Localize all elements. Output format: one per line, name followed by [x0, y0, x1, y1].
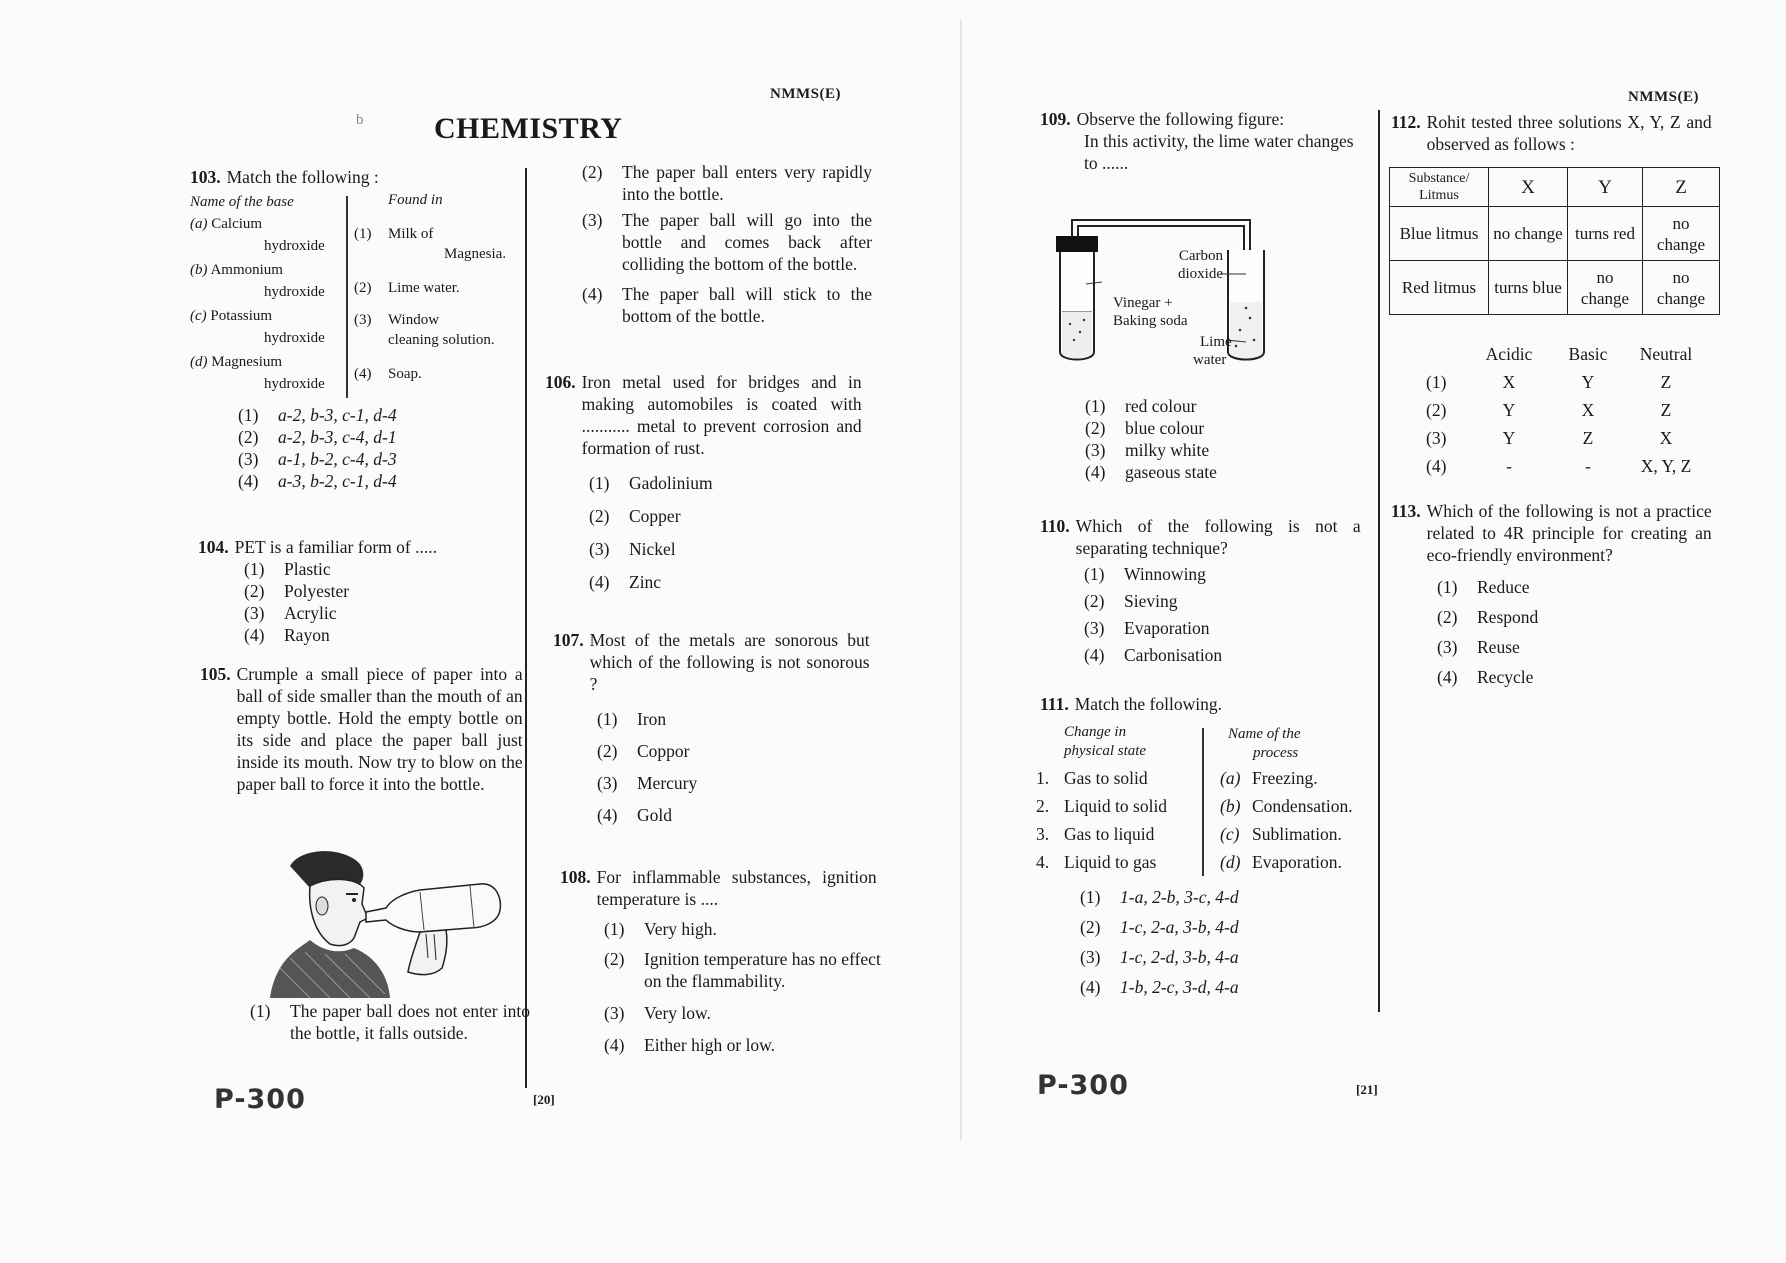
q110-stem: Which of the following is not a separating technique? [1075, 516, 1361, 558]
book-spine [960, 20, 962, 1140]
litmus-cell: no change [1643, 207, 1720, 261]
q104-option-3[interactable]: (3) Acrylic [244, 603, 337, 623]
q112-answer-headers [1426, 340, 1706, 368]
q103-name-d2: hydroxide [264, 376, 325, 392]
q103-val-3: Window [388, 312, 440, 328]
q107-option-3[interactable]: (3) Mercury [597, 773, 698, 793]
left-footer-code: P-300 [214, 1084, 306, 1115]
q103-option-4[interactable]: (4) a-3, b-2, c-1, d-4 [238, 471, 397, 491]
q105-options-b [582, 161, 872, 327]
q103-num-2: (2) [354, 280, 372, 296]
q109-label-vinegar: Vinegar + [1113, 295, 1173, 311]
q110-option-3[interactable]: (3) Evaporation [1084, 618, 1210, 638]
q109-label-water: water [1193, 352, 1227, 368]
litmus-cell: turns red [1568, 207, 1643, 261]
question-109 [1040, 108, 1375, 174]
q107-stem: Most of the metals are sonorous but which of the following is not sonorous ? [589, 630, 870, 694]
q113-option-1[interactable]: (1) Reduce [1437, 577, 1530, 597]
q110-option-4[interactable]: (4) Carbonisation [1084, 645, 1223, 665]
boy-blowing-bottle-figure [270, 848, 510, 998]
q111-match-rows [1036, 764, 1376, 876]
q107-number: 107. [553, 630, 584, 650]
q112-stem: Rohit tested three solutions X, Y, Z and observed as follows : [1426, 112, 1712, 154]
q109-label-baking-soda: Baking soda [1113, 313, 1188, 329]
q113-number: 113. [1391, 501, 1421, 521]
litmus-cell: no change [1489, 207, 1568, 261]
litmus-cell: turns blue [1489, 261, 1568, 315]
q105-stem: Crumple a small piece of paper into a ball of side smaller than the mouth of an empty bottle. Hold the empty bottle on its side and place the paper ball just inside its mouth. Now try to blow on the paper ball to force it into the bottle. [236, 664, 523, 794]
q111-col2-header-a: Name of the [1228, 726, 1301, 742]
q106-number: 106. [545, 372, 576, 392]
q112-header-neutral: Neutral [1639, 344, 1693, 364]
q104-option-4[interactable]: (4) Rayon [244, 625, 330, 645]
q109-label-dioxide: dioxide [1178, 266, 1223, 282]
q106-options [589, 467, 870, 599]
q103-match-table [190, 192, 520, 404]
q110-options [1084, 561, 1370, 669]
q110-option-1[interactable]: (1) Winnowing [1084, 564, 1206, 584]
q111-row-1: 1. Gas to solid (a) Freezing. [1036, 768, 1318, 788]
q105-option-4[interactable]: (4) The paper ball will stick to the bottom of the bottle. [582, 284, 872, 326]
q106-option-1[interactable]: (1) Gadolinium [589, 473, 713, 493]
q103-name-c: Potassium [210, 308, 273, 324]
q108-number: 108. [560, 867, 591, 887]
q103-name-c2: hydroxide [264, 330, 325, 346]
q111-option-1[interactable]: (1) 1-a, 2-b, 3-c, 4-d [1080, 887, 1239, 907]
right-header-code: NMMS(E) [1628, 89, 1699, 105]
q111-col1-header-b: physical state [1064, 743, 1147, 759]
q103-key-c: (c) [190, 308, 207, 324]
q108-stem: For inflammable substances, ignition temperature is .... [596, 867, 877, 909]
question-104 [198, 536, 518, 646]
q105-options-a [250, 1000, 535, 1044]
q113-option-4[interactable]: (4) Recycle [1437, 667, 1534, 687]
q104-option-2[interactable]: (2) Polyester [244, 581, 350, 601]
q103-num-3: (3) [354, 312, 372, 328]
question-113 [1391, 500, 1721, 692]
q103-num-1: (1) [354, 226, 372, 242]
q112-option-1[interactable]: (1) X Y Z [1426, 372, 1672, 392]
q110-option-2[interactable]: (2) Sieving [1084, 591, 1178, 611]
q111-row-2: 2. Liquid to solid (b) Condensation. [1036, 796, 1353, 816]
q103-num-4: (4) [354, 366, 372, 382]
q107-option-2[interactable]: (2) Coppor [597, 741, 690, 761]
q103-key-b: (b) [190, 262, 208, 278]
q109-options [1085, 395, 1345, 483]
right-footer-code: P-300 [1037, 1070, 1129, 1101]
q103-col2-header: Found in [388, 192, 443, 208]
question-107 [553, 629, 878, 831]
litmus-cell: no change [1643, 261, 1720, 315]
q109-label-lime: Lime [1200, 334, 1232, 350]
q111-option-4[interactable]: (4) 1-b, 2-c, 3-d, 4-a [1080, 977, 1239, 997]
litmus-row-red: Red litmus [1390, 261, 1489, 315]
q111-option-3[interactable]: (3) 1-c, 2-d, 3-b, 4-a [1080, 947, 1239, 967]
question-103 [190, 166, 520, 492]
q111-row-4: 4. Liquid to gas (d) Evaporation. [1036, 852, 1342, 872]
q109-option-2[interactable]: (2) blue colour [1085, 418, 1205, 438]
q108-option-2[interactable]: (2) Ignition temperature has no effect on the flammability. [604, 949, 881, 991]
q111-options [1080, 882, 1340, 1002]
litmus-row-blue: Blue litmus [1390, 207, 1489, 261]
q104-options [244, 558, 518, 646]
litmus-table [1389, 167, 1720, 315]
lime-water-apparatus-figure [1050, 212, 1310, 372]
left-page-number: [20] [533, 1092, 555, 1107]
q109-number: 109. [1040, 109, 1071, 129]
q108-option-4[interactable]: (4) Either high or low. [604, 1035, 776, 1055]
litmus-cell: no change [1568, 261, 1643, 315]
q109-option-1[interactable]: (1) red colour [1085, 396, 1197, 416]
q111-option-2[interactable]: (2) 1-c, 2-a, 3-b, 4-d [1080, 917, 1239, 937]
q103-stem: Match the following : [226, 167, 379, 187]
q113-option-3[interactable]: (3) Reuse [1437, 637, 1520, 657]
q111-col2-header-b: process [1253, 745, 1299, 761]
q103-option-3[interactable]: (3) a-1, b-2, c-4, d-3 [238, 449, 397, 469]
q103-number: 103. [190, 167, 221, 187]
litmus-table-corner: Substance/ Litmus [1390, 168, 1489, 207]
q113-stem: Which of the following is not a practice related to 4R principle for creating an eco-friendly environment? [1426, 501, 1712, 565]
q103-key-a: (a) [190, 216, 208, 232]
q106-option-4[interactable]: (4) Zinc [589, 572, 662, 592]
stray-mark: b [356, 112, 364, 128]
question-108 [560, 866, 885, 1056]
right-page-number: [21] [1356, 1082, 1378, 1097]
litmus-col-z: Z [1643, 168, 1720, 207]
q107-option-4[interactable]: (4) Gold [597, 805, 672, 825]
q112-header-basic: Basic [1568, 344, 1608, 364]
q111-col1-header-a: Change in [1064, 724, 1127, 740]
q103-name-b2: hydroxide [264, 284, 325, 300]
litmus-col-y: Y [1568, 168, 1643, 207]
q106-option-3[interactable]: (3) Nickel [589, 539, 676, 559]
q105-number: 105. [200, 664, 231, 684]
q109-label-carbon: Carbon [1178, 248, 1223, 264]
q104-stem: PET is a familiar form of ..... [234, 537, 437, 557]
q103-val-1: Milk of [388, 226, 434, 242]
litmus-col-x: X [1489, 168, 1568, 207]
q103-option-2[interactable]: (2) a-2, b-3, c-4, d-1 [238, 427, 397, 447]
q104-option-1[interactable]: (1) Plastic [244, 559, 331, 579]
question-112 [1391, 111, 1721, 155]
q109-option-3[interactable]: (3) milky white [1085, 440, 1210, 460]
q103-name-b: Ammonium [210, 262, 283, 278]
q103-options [238, 404, 520, 492]
question-106 [545, 371, 870, 599]
q105-option-1[interactable]: (1) The paper ball does not enter into the bottle, it falls outside. [250, 1001, 530, 1043]
q103-name-a: Calcium [211, 216, 263, 232]
q113-option-2[interactable]: (2) Respond [1437, 607, 1539, 627]
q112-answer-grid [1426, 340, 1706, 480]
q111-row-3: 3. Gas to liquid (c) Sublimation. [1036, 824, 1342, 844]
q107-option-1[interactable]: (1) Iron [597, 709, 667, 729]
q111-stem: Match the following. [1074, 694, 1222, 714]
q106-stem: Iron metal used for bridges and in making automobiles is coated with ........... metal to prevent corrosion and formation of rust. [581, 372, 862, 458]
q112-option-2[interactable]: (2) Y X Z [1426, 400, 1672, 420]
question-110 [1040, 515, 1370, 669]
q105-option-3[interactable]: (3) The paper ball will go into the bottle and comes back after colliding the bottom of the bottle. [582, 210, 872, 274]
q103-val-2: Lime water. [388, 280, 460, 296]
q103-val-3b: cleaning solution. [388, 332, 495, 348]
question-111 [1040, 693, 1375, 715]
q108-option-1[interactable]: (1) Very high. [604, 919, 717, 939]
page-title: CHEMISTRY [434, 112, 623, 145]
right-column-divider [1378, 110, 1380, 1012]
q103-val-1b: Magnesia. [444, 246, 507, 262]
q112-option-3[interactable]: (3) Y Z X [1426, 428, 1673, 448]
q107-options [597, 703, 878, 831]
q108-options [604, 918, 885, 1056]
q109-stem2: In this activity, the lime water changes to ...... [1084, 131, 1354, 173]
q105-option-2[interactable]: (2) The paper ball enters very rapidly into the bottle. [582, 162, 872, 204]
q103-name-d: Magnesium [211, 354, 283, 370]
q113-options [1437, 572, 1721, 692]
q112-number: 112. [1391, 112, 1421, 132]
q106-option-2[interactable]: (2) Copper [589, 506, 681, 526]
q109-option-4[interactable]: (4) gaseous state [1085, 462, 1217, 482]
q109-stem1: Observe the following figure: [1076, 109, 1285, 129]
q111-number: 111. [1040, 694, 1069, 714]
q112-option-4[interactable]: (4) - - X, Y, Z [1426, 456, 1692, 476]
q112-header-acidic: Acidic [1485, 344, 1533, 364]
q103-option-1[interactable]: (1) a-2, b-3, c-1, d-4 [238, 405, 397, 425]
left-column-divider [525, 168, 527, 1088]
q103-val-4: Soap. [388, 366, 422, 382]
q108-option-3[interactable]: (3) Very low. [604, 1003, 711, 1023]
q103-divider [346, 196, 348, 398]
q110-number: 110. [1040, 516, 1070, 536]
q103-key-d: (d) [190, 354, 208, 370]
question-105 [200, 663, 530, 795]
q103-name-a2: hydroxide [264, 238, 325, 254]
q104-number: 104. [198, 537, 229, 557]
q103-col1-header: Name of the base [190, 194, 294, 210]
left-header-code: NMMS(E) [770, 86, 841, 102]
